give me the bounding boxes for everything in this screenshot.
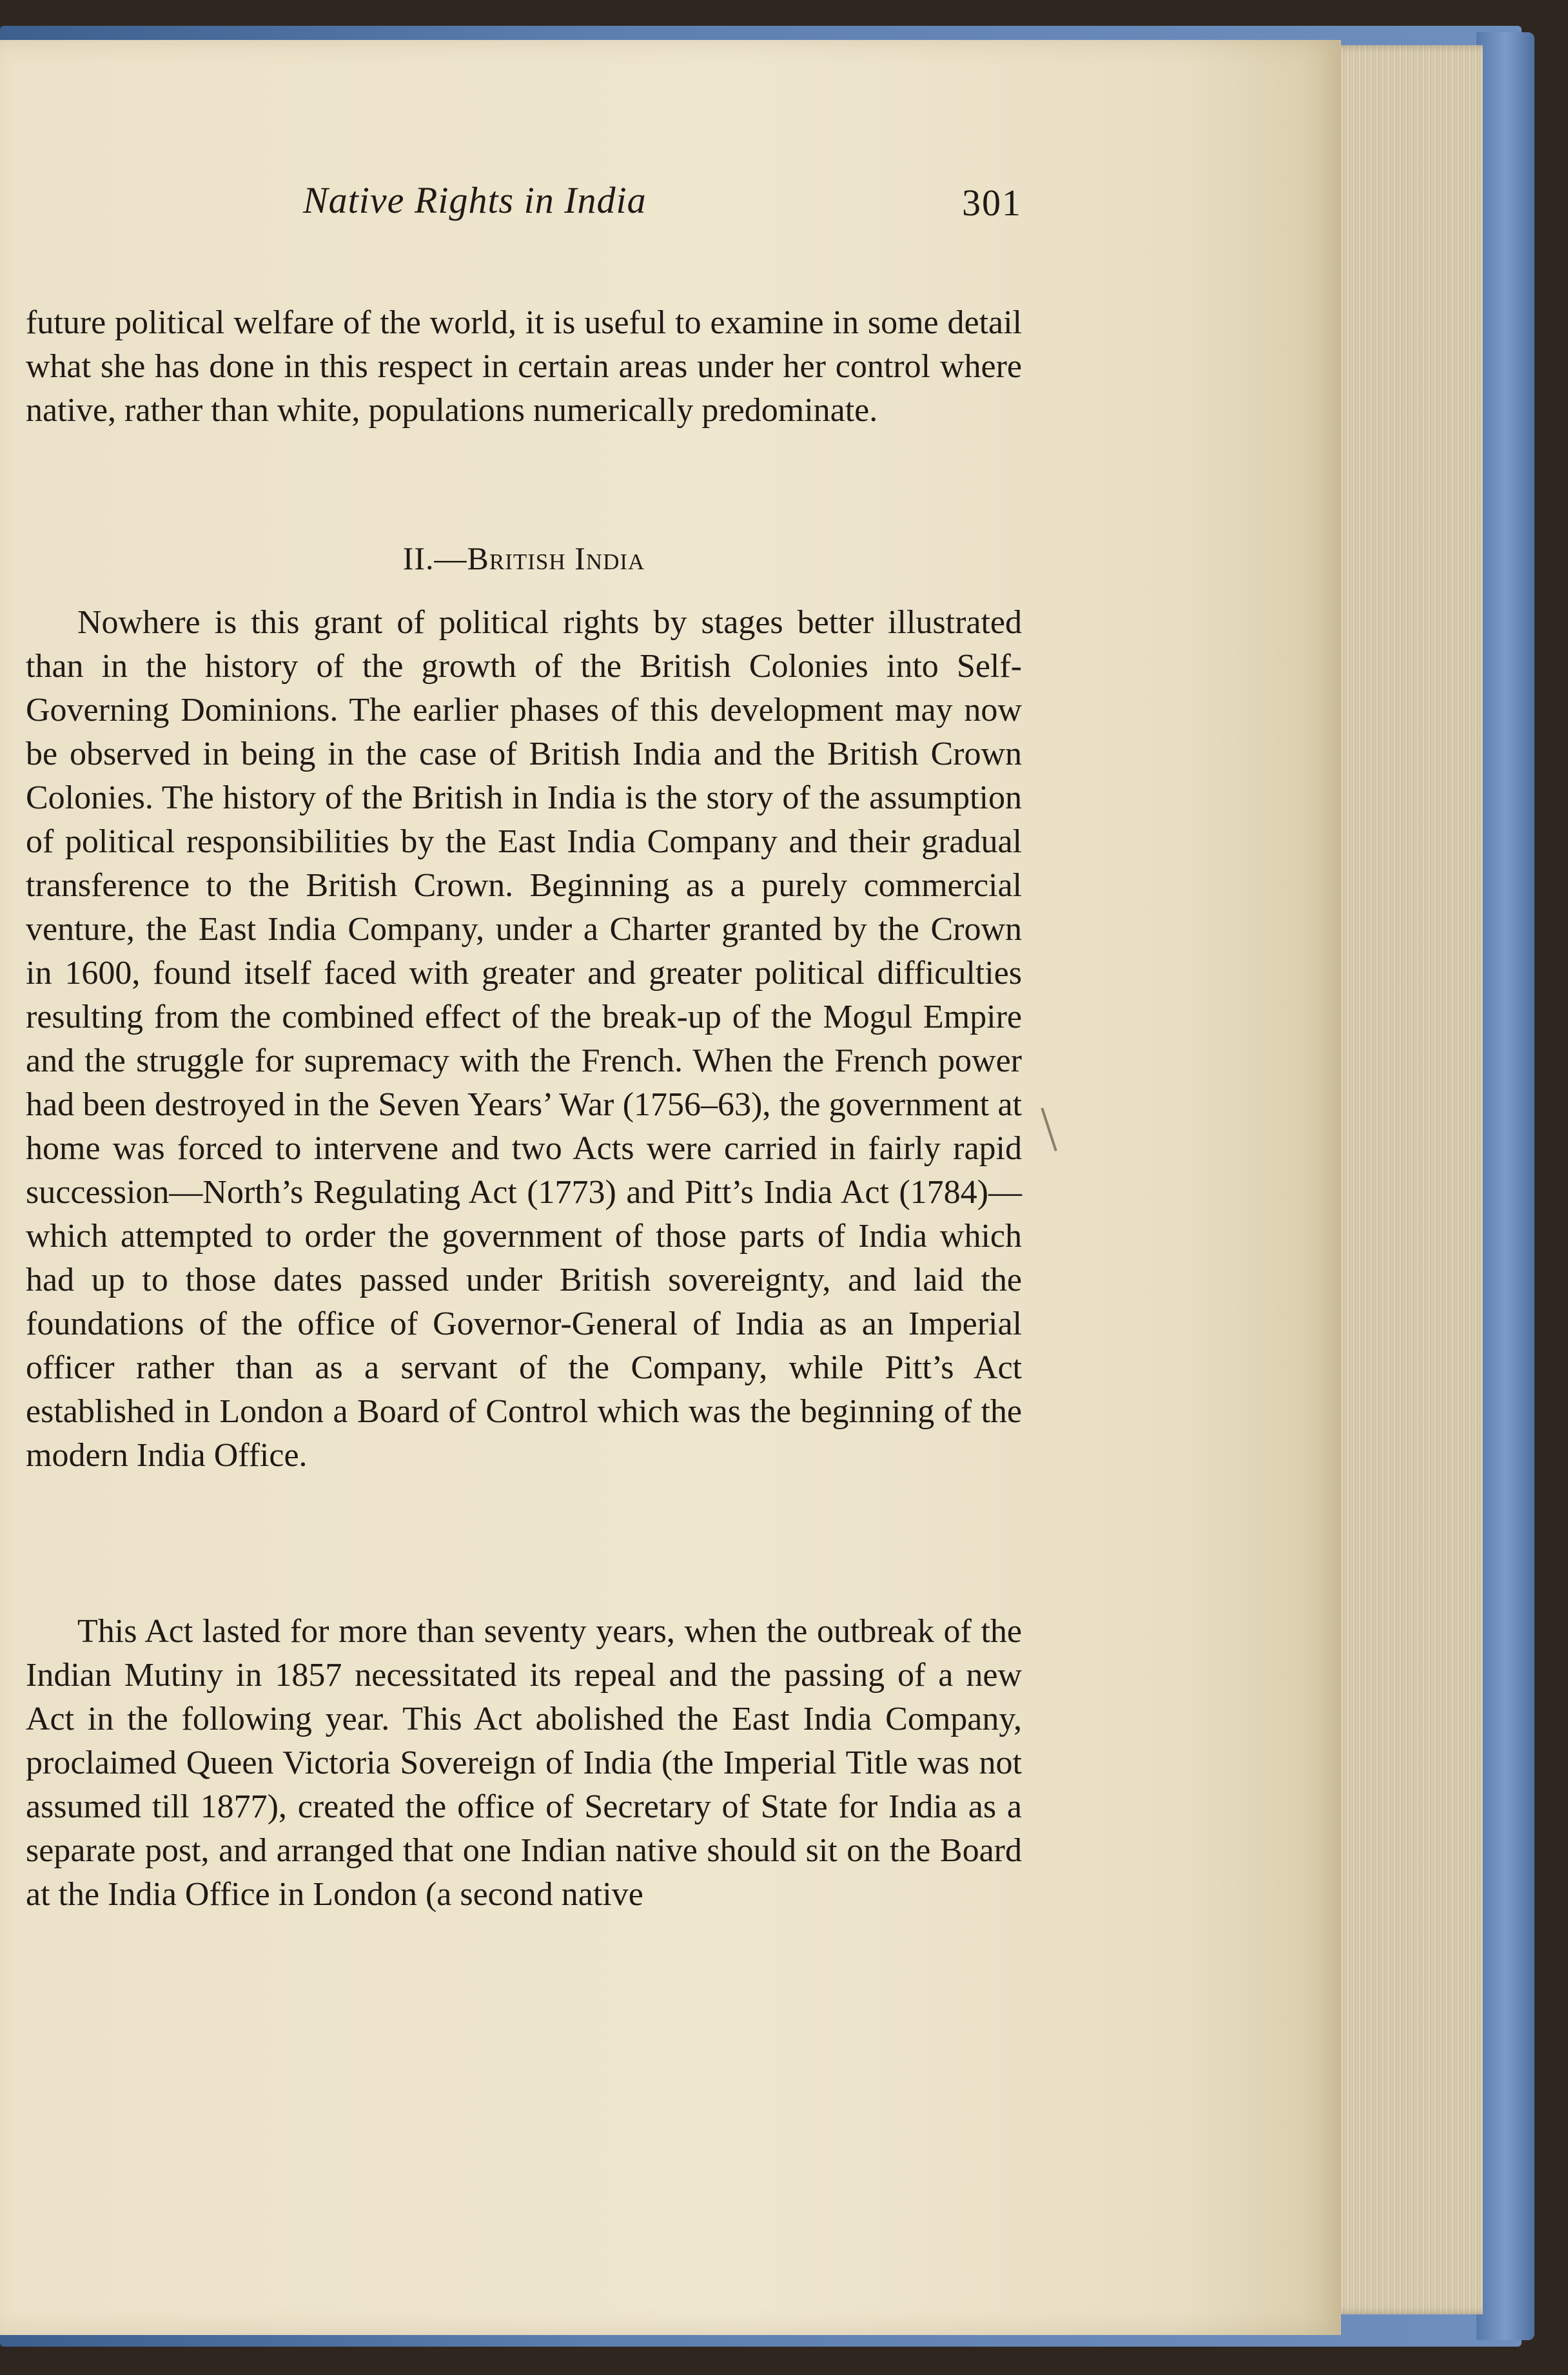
section-heading: II.—British India [402, 540, 645, 576]
book-page [0, 40, 1341, 2335]
page-edges [1322, 45, 1483, 2314]
running-head [26, 179, 1022, 230]
paragraph-british-india: Nowhere is this grant of political rights by stages better illustrated than in the history of the growth of the British Colonies into Self-Governing Dominions. The earlier phases of this development may now be observed in being in the case of British India and the British Crown Colonies. The history of the British in India is the story of the assumption of political responsibilities by the East India Company and their gradual transference to the British Crown. Beginning as a purely commercial venture, the East India Company, under a Charter granted by the Crown in 1600, found itself faced with greater and greater political difficulties resulting from the combined effect of the break-up of the Mogul Empire and the struggle for supremacy with the French. When the French power had been destroyed in the Seven Years’ War (1756–63), the government at home was forced to intervene and two Acts were carried in fairly rapid succession—North’s Regulating Act (1773) and Pitt’s India Act (1784)—which attempted to order the government of those parts of India which had up to those dates passed under British sovereignty, and laid the foundations of the office of Governor-General of India as an Imperial officer rather than as a servant of the Company, while Pitt’s Act established in London a Board of Control which was the beginning of the modern India Office. [26, 604, 1022, 1474]
running-title: Native Rights in India [303, 179, 647, 221]
pencil-mark [1041, 1108, 1057, 1151]
paragraph-continuation: future political welfare of the world, it is useful to examine in some detail what she has done in this respect in certain areas under her control where native, rather than white, populations numerically predominate. [26, 304, 1022, 429]
paragraph-act-1858: This Act lasted for more than seventy years, when the outbreak of the Indian Mutiny in 1857 necessitated its repeal and the passing of a new Act in the following year. This Act abolished the East India Company, proclaimed Queen Victoria Sovereign of India (the Imperial Title was not assumed till 1877), created the office of Secretary of State for India as a separate post, and arranged that one Indian native should sit on the Board at the India Office in London (a second native [26, 1613, 1022, 1913]
book-cover-edge [1476, 32, 1534, 2340]
page-number: 301 [962, 182, 1022, 224]
